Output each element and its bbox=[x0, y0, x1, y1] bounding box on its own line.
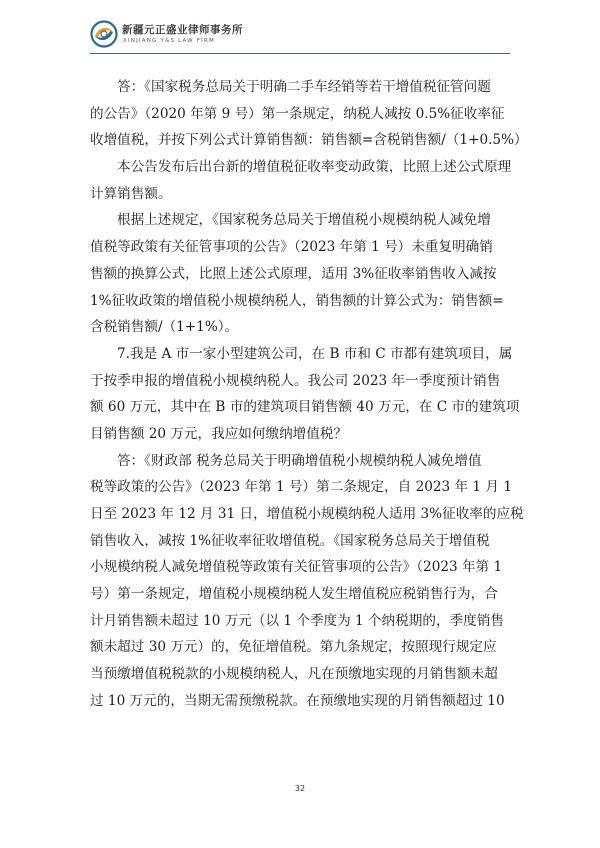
text-line: 根据上述规定，《国家税务总局关于增值税小规模纳税人减免增 bbox=[117, 212, 491, 229]
text-line: 本公告发布后出台新的增值税征收率变动政策，比照上述公式原理 bbox=[117, 159, 512, 176]
text-line: 的公告》（2020 年第 9 号）第一条规定，纳税人减按 0.5%征收率征 bbox=[90, 105, 505, 122]
text-line: 额 60 万元，其中在 B 市的建筑项目销售额 40 万元，在 C 市的建筑项 bbox=[90, 399, 520, 416]
text-line: 答：《国家税务总局关于明确二手车经销等若干增值税征管问题 bbox=[117, 79, 491, 95]
page-number: 32 bbox=[294, 784, 306, 793]
text-line: 计算销售额。 bbox=[90, 185, 172, 202]
text-line: 小规模纳税人减免增值税等政策有关征管事项的公告》（2023 年第 1 bbox=[90, 559, 503, 576]
text-line: 目销售额 20 万元，我应如何缴纳增值税？ bbox=[90, 425, 348, 442]
text-line: 1%征收政策的增值税小规模纳税人，销售额的计算公式为：销售额= bbox=[90, 292, 504, 309]
text-line: 过 10 万元的，当期无需预缴税款。在预缴地实现的月销售额超过 10 bbox=[90, 692, 505, 709]
text-line: 7.我是 A 市一家小型建筑公司，在 B 市和 C 市都有建筑项目，属 bbox=[117, 345, 513, 362]
firm-name-en: XINJIANG Y&S LAW FIRM bbox=[123, 38, 215, 44]
text-line: 答：《财政部 税务总局关于明确增值税小规模纳税人减免增值 bbox=[117, 452, 482, 469]
text-line: 销售收入，减按 1%征收率征收增值税。《国家税务总局关于增值税 bbox=[90, 532, 490, 549]
text-line: 值税等政策有关征管事项的公告》（2023 年第 1 号）未重复明确销 bbox=[90, 239, 493, 256]
text-line: 税等政策的公告》（2023 年第 1 号）第二条规定，自 2023 年 1 月 1 bbox=[90, 479, 512, 496]
firm-name-cn: 新疆元正盛业律师事务所 bbox=[122, 24, 243, 36]
text-line: 售额的换算公式，比照上述公式原理，适用 3%征收率销售收入减按 bbox=[90, 265, 497, 282]
text-line: 收增值税，并按下列公式计算销售额：销售额=含税销售额/（1+0.5%） bbox=[90, 132, 528, 149]
text-line: 号）第一条规定，增值税小规模纳税人发生增值税应税销售行为，合 bbox=[90, 586, 498, 603]
text-line: 当预缴增值税税款的小规模纳税人，凡在预缴地实现的月销售额未超 bbox=[90, 666, 498, 683]
text-line: 于按季申报的增值税小规模纳税人。我公司 2023 年一季度预计销售 bbox=[90, 372, 501, 389]
text-line: 日至 2023 年 12 月 31 日，增值税小规模纳税人适用 3%征收率的应税 bbox=[90, 506, 524, 522]
text-line: 计月销售额未超过 10 万元（以 1 个季度为 1 个纳税期的，季度销售 bbox=[90, 612, 504, 629]
firm-logo-icon bbox=[90, 20, 118, 48]
text-line: 含税销售额/（1+1%）。 bbox=[90, 319, 239, 336]
text-line: 额未超过 30 万元）的，免征增值税。第九条规定，按照现行规定应 bbox=[90, 639, 497, 656]
page-header bbox=[90, 18, 530, 54]
document-body bbox=[90, 74, 528, 715]
header-divider bbox=[90, 53, 510, 54]
